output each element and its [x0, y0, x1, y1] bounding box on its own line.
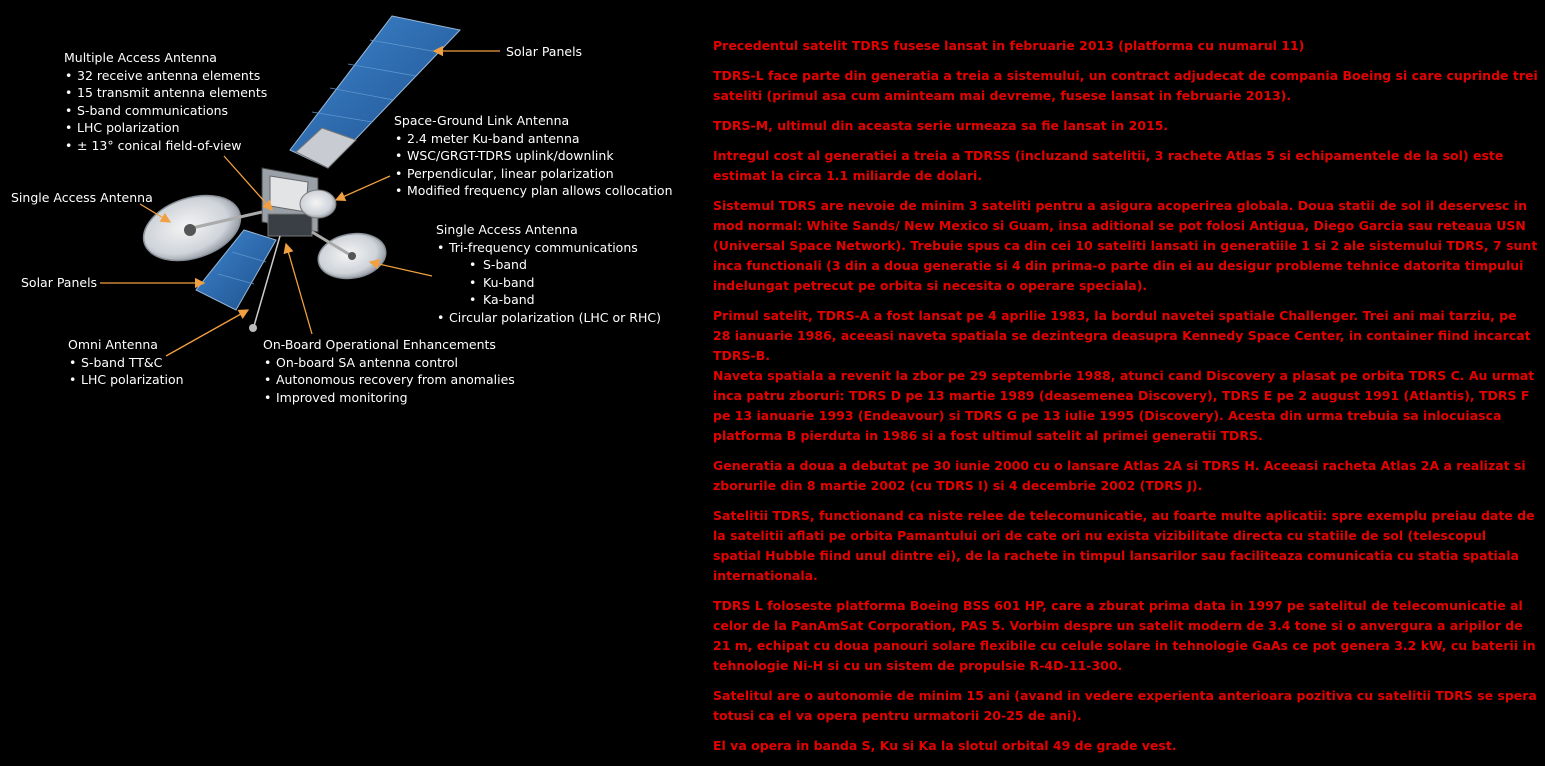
ma-item: • 15 transmit antenna elements [64, 84, 267, 102]
onboard-item: • On-board SA antenna control [263, 354, 515, 372]
ma-item: • 32 receive antenna elements [64, 67, 267, 85]
ma-item: • LHC polarization [64, 119, 267, 137]
sa-subitem: • S-band [436, 256, 661, 274]
onboard-title: On-Board Operational Enhancements [263, 337, 496, 352]
article-paragraph: Primul satelit, TDRS-A a fost lansat pe 4 aprilie 1983, la bordul navetei spatiale Challenger. Trei ani mai tarziu, pe 28 ianuarie 1986, aceeasi naveta spatiala se dezintegra deasupra Kennedy Space Center, in container fiind incarcat TDRS-B. [713, 308, 1531, 363]
sg-item: • Modified frequency plan allows collocation [394, 182, 673, 200]
article-paragraph: Intregul cost al generatiei a treia a TDRSS (incluzand satelitii, 3 rachete Atlas 5 si echipamentele de la sol) este estimat la circa 1.1 miliarde de dolari. [713, 148, 1504, 183]
article-paragraph: Precedentul satelit TDRS fusese lansat in februarie 2013 (platforma cu numarul 11) [713, 38, 1305, 53]
sg-item: • WSC/GRGT-TDRS uplink/downlink [394, 147, 673, 165]
solar-panels-left-label: Solar Panels [21, 275, 98, 290]
article-paragraph: El va opera in banda S, Ku si Ka la slotul orbital 49 de grade vest. [713, 738, 1177, 753]
omni-item: • LHC polarization [68, 371, 184, 389]
space-ground-dish [300, 190, 336, 218]
single-access-right-label [436, 221, 661, 327]
article-paragraph: TDRS L foloseste platforma Boeing BSS 601 HP, care a zburat prima data in 1997 pe satelitul de telecomunicatie al celor de la PanAmSat Corporation, PAS 5. Vorbim despre un satelit modern de 3.4 tone si o anvergura a aripilor de 21 m, echipat cu doua panouri solare flexibile cu celule solare in tehnologie GaAs ce pot genera 3.2 kW, cu baterii in tehnologie Ni-H si cu un sistem de propulsie R-4D-11-300. [713, 598, 1536, 673]
ma-item: • ± 13° conical field-of-view [64, 137, 267, 155]
satellite-diagram [0, 0, 680, 420]
onboard-item: • Autonomous recovery from anomalies [263, 371, 515, 389]
solar-panels-top-label: Solar Panels [506, 44, 583, 59]
article-paragraph: Generatia a doua a debutat pe 30 iunie 2000 cu o lansare Atlas 2A si TDRS H. Aceeasi racheta Atlas 2A a realizat si zborurile din 8 martie 2002 (cu TDRS I) si 4 decembrie 2002 (TDRS J). [713, 458, 1526, 493]
onboard-item: • Improved monitoring [263, 389, 515, 407]
sg-item: • Perpendicular, linear polarization [394, 165, 673, 183]
sa-item: • Circular polarization (LHC or RHC) [436, 309, 661, 327]
article-text [713, 36, 1538, 766]
article-paragraph: TDRS-L face parte din generatia a treia a sistemului, un contract adjudecat de compania Boeing si care cuprinde trei sateliti (primul asa cum aminteam mai devreme, fusese lansat in februarie 2013). [713, 68, 1538, 103]
multiple-access-title: Multiple Access Antenna [64, 50, 217, 65]
space-ground-link-label [394, 112, 673, 200]
article-paragraph: Satelitul are o autonomie de minim 15 ani (avand in vedere experienta anterioara pozitiva cu satelitii TDRS se spera totusi ca el va opera pentru urmatorii 20-25 de ani). [713, 688, 1537, 723]
sg-item: • 2.4 meter Ku-band antenna [394, 130, 673, 148]
single-access-left-label: Single Access Antenna [11, 190, 153, 205]
sa-subitem: • Ka-band [436, 291, 661, 309]
omni-item: • S-band TT&C [68, 354, 184, 372]
single-access-dish-right [312, 228, 389, 283]
sa-item: • Tri-frequency communications [436, 239, 661, 257]
multiple-access-antenna-label [64, 49, 267, 155]
article-paragraph: Sistemul TDRS are nevoie de minim 3 sateliti pentru a asigura acoperirea globala. Doua statii de sol il deservesc in mod normal: White Sands/ New Mexico si Guam, insa aditional se pot folosi Antigua, Diego Garcia sau reteaua USN (Universal Space Network). Trebuie spus ca din cei 10 sateliti lansati in generatiile 1 si 2 ale sistemului TDRS, 7 sunt inca functionali (3 din a doua generatie si 4 din prima-o parte din ei au desigur probleme tehnice datorita timpului indelungat petrecut pe orbita si necesita o operare speciala). [713, 198, 1538, 293]
omni-title: Omni Antenna [68, 337, 158, 352]
article-paragraph: TDRS-M, ultimul din aceasta serie urmeaza sa fie lansat in 2015. [713, 118, 1169, 133]
onboard-enhancements-label [263, 336, 515, 406]
space-ground-title: Space-Ground Link Antenna [394, 113, 570, 128]
article-paragraph: Naveta spatiala a revenit la zbor pe 29 septembrie 1988, atunci cand Discovery a plasat pe orbita TDRS C. Au urmat inca patru zboruri: TDRS D pe 13 martie 1989 (deasemenea Discovery), TDRS E pe 2 august 1991 (Atlantis), TDRS F pe 13 ianuarie 1993 (Endeavour) si TDRS G pe 13 iulie 1995 (Discovery). Acesta din urma trebuia sa inlocuiasca platforma B pierduta in 1986 si a fost ultimul satelit al primei generatii TDRS. [713, 368, 1535, 443]
sa-right-title: Single Access Antenna [436, 222, 578, 237]
article-paragraph: Satelitii TDRS, functionand ca niste relee de telecomunicatie, au foarte multe aplicatii: spre exemplu preiau date de la satelitii aflati pe orbita Pamantului ori de cate ori nu exista vizibilitate directa cu statiile de sol (telescopul spatial Hubble fiind unul dintre ei), de la rachete in timpul lansarilor sau faciliteaza comunicatia cu statia spatiala internationala. [713, 508, 1535, 583]
ma-item: • S-band communications [64, 102, 267, 120]
sa-subitem: • Ku-band [436, 274, 661, 292]
omni-antenna-label [68, 336, 184, 389]
